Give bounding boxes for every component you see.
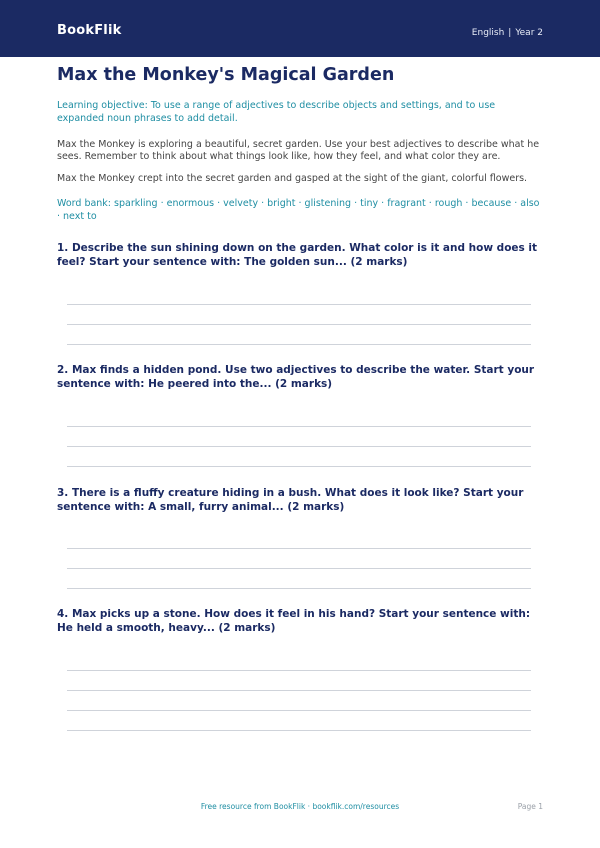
intro-text: Max the Monkey is exploring a beautiful, secret garden. Use your best adjectives to describe what he sees. Remember to think about what things look like, how they feel, and what color they are. xyxy=(57,139,540,162)
answer-line[interactable] xyxy=(67,466,531,467)
answer-line[interactable] xyxy=(67,568,531,569)
page-title: Max the Monkey's Magical Garden xyxy=(57,65,395,85)
brand-logo: BookFlik xyxy=(57,23,122,38)
question-1: 1. Describe the sun shining down on the garden. What color is it and how does it feel? Start your sentence with: The golden sun... (2 marks) xyxy=(57,242,538,268)
answer-line[interactable] xyxy=(67,446,531,447)
page-number: Page 1 xyxy=(517,802,543,811)
question-2: 2. Max finds a hidden pond. Use two adjectives to describe the water. Start your sentence with: He peered into the... (2 marks) xyxy=(57,364,535,390)
story-text: Max the Monkey crept into the secret garden and gasped at the sight of the giant, colorful flowers. xyxy=(57,173,528,184)
answer-line[interactable] xyxy=(67,426,531,427)
question-3: 3. There is a fluffy creature hiding in a bush. What does it look like? Start your sentence with: A small, furry animal... (2 marks) xyxy=(57,487,524,513)
answer-line[interactable] xyxy=(67,548,531,549)
word-bank: Word bank: sparkling · enormous · velvety · bright · glistening · tiny · fragrant · rough · because · also · next to xyxy=(57,198,540,222)
answer-line[interactable] xyxy=(67,588,531,589)
year-label: Year 2 xyxy=(515,28,543,38)
subject-label: English xyxy=(471,28,505,38)
header-separator: | xyxy=(508,28,512,38)
answer-line[interactable] xyxy=(67,670,531,671)
answer-line[interactable] xyxy=(67,324,531,325)
header-bar xyxy=(0,0,600,57)
answer-line[interactable] xyxy=(67,304,531,305)
answer-line[interactable] xyxy=(67,344,531,345)
answer-line[interactable] xyxy=(67,710,531,711)
header-meta xyxy=(472,28,543,38)
answer-line[interactable] xyxy=(67,730,531,731)
answer-line[interactable] xyxy=(67,690,531,691)
question-4: 4. Max picks up a stone. How does it feel in his hand? Start your sentence with: He held a smooth, heavy... (2 marks) xyxy=(57,608,531,634)
learning-objective: Learning objective: To use a range of adjectives to describe objects and settings, and to use expanded noun phrases to add detail. xyxy=(57,100,496,124)
footer-credit: Free resource from BookFlik · bookflik.com/resources xyxy=(200,802,400,811)
